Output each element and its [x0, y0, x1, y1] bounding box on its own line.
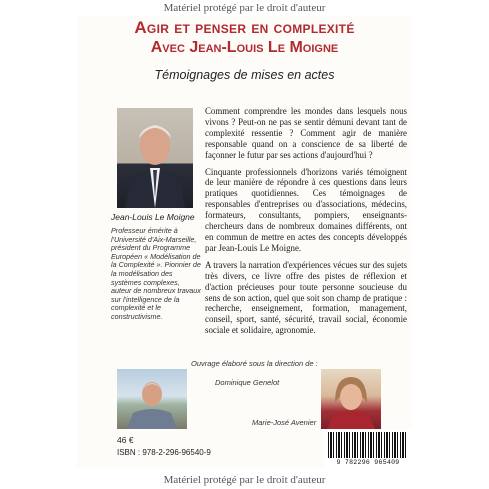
barcode-bars	[328, 432, 408, 458]
direction-label: Ouvrage élaboré sous la direction de :	[191, 359, 318, 368]
editor-photo-avenier	[321, 369, 381, 429]
isbn: ISBN : 978-2-296-96540-9	[117, 448, 211, 457]
book-title-line2: Avec Jean-Louis Le Moigne	[150, 39, 339, 56]
editor-name-2: Marie-José Avenier	[252, 418, 317, 427]
barcode	[324, 430, 412, 470]
paragraph: Cinquante professionnels d'horizons variés témoignent de leur manière de répondre à ces questions dans leurs pratiques quotidiennes. Ces témoignages de responsables d'entreprises ou d'associations, médecins, formateurs, consultants, pompiers, enseignants-chercheurs dans de nombreux domaines différents, ont en commun de mettre en actes des concepts développés par Jean-Louis Le Moigne.	[205, 166, 407, 253]
copyright-notice-bottom: Matériel protégé par le droit d'auteur	[163, 474, 326, 486]
barcode-digits: 9 782296 965409	[336, 459, 400, 466]
author-name: Jean-Louis Le Moigne	[111, 212, 195, 222]
paragraph: Comment comprendre les mondes dans lesquels nous vivons ? Peut-on ne pas se sentir démuni devant tant de complexité ressentie ? Comment agir de manière responsable quand on a conscience de sa liberté de façonner le futur par ses actions d'aujourd'hui ?	[205, 106, 407, 160]
editor-photo-genelot	[117, 369, 187, 429]
editor-name-1: Dominique Genelot	[215, 378, 280, 387]
back-cover-text	[205, 106, 407, 342]
author-photo	[117, 108, 193, 208]
price: 46 €	[117, 435, 134, 445]
book-title: Agir et penser en complexité	[134, 18, 355, 37]
copyright-notice-top: Matériel protégé par le droit d'auteur	[163, 2, 326, 14]
paragraph: A travers la narration d'expériences vécues sur des sujets très divers, ce livre offre des pistes de réflexion et d'action précieuses pour toute personne soucieuse du sens de son action, quel que soit son champ de pratique : recherche, enseignement, formation, management, conseil, sport, santé, sécurité, travail social, économie sociale et solidaire, agronomie.	[205, 259, 407, 336]
book-subtitle: Témoignages de mises en actes	[154, 68, 335, 82]
author-bio: Professeur émérite à l'Université d'Aix-Marseille, président du Programme Européen « Modélisation de la Complexité ». Pionnier de la modélisation des systèmes complexes, auteur de nombreux travaux sur l'intelligence de la complexité et le constructivisme.	[111, 226, 201, 321]
book-back-cover	[77, 16, 412, 468]
